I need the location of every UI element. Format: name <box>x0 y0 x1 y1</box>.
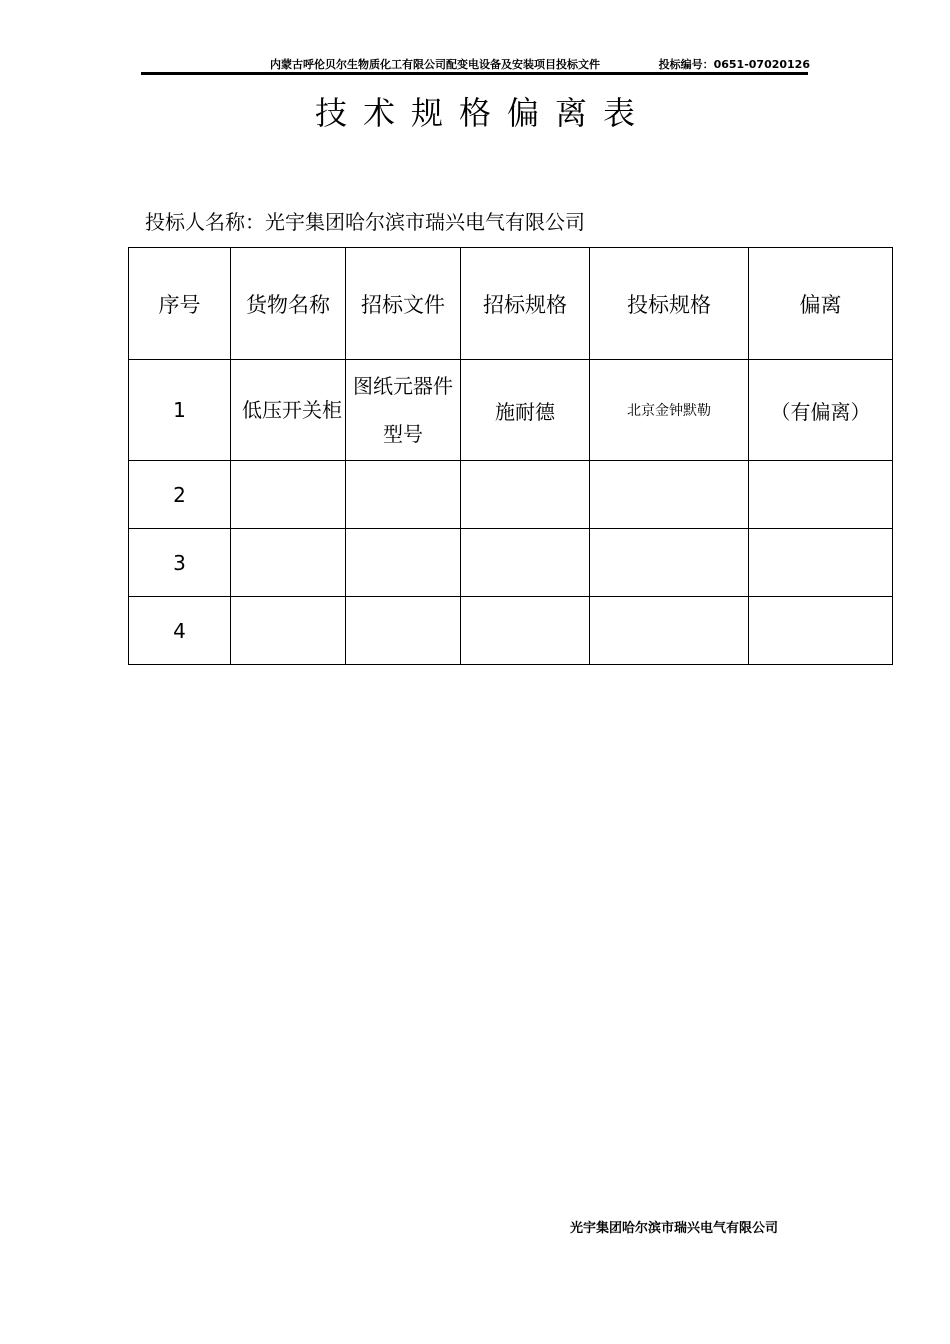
table-cell: 3 <box>129 529 231 597</box>
header-project-name: 内蒙古呼伦贝尔生物质化工有限公司配变电设备及安装项目投标文件 <box>270 58 600 71</box>
column-header-index: 序号 <box>129 248 231 360</box>
column-header-bid-spec: 投标规格 <box>590 248 749 360</box>
page-footer: 光宇集团哈尔滨市瑞兴电气有限公司 <box>570 1221 779 1236</box>
table-cell <box>346 461 461 529</box>
table-cell <box>346 529 461 597</box>
table-cell <box>749 461 893 529</box>
table-cell: 施耐德 <box>461 360 590 461</box>
table-cell <box>590 461 749 529</box>
bidder-name: 投标人名称：光宇集团哈尔滨市瑞兴电气有限公司 <box>145 210 585 234</box>
table-cell <box>590 529 749 597</box>
table-cell <box>231 597 346 665</box>
table-row <box>129 360 893 461</box>
table-cell <box>461 597 590 665</box>
table-row <box>129 461 893 529</box>
deviation-table <box>128 247 893 665</box>
table-cell: 低压开关柜 <box>231 360 346 461</box>
table-cell <box>346 597 461 665</box>
document-title: 技术规格偏离表 <box>314 94 651 132</box>
header-rule <box>141 72 808 75</box>
table-cell <box>461 529 590 597</box>
table-cell: 图纸元器件型号 <box>346 360 461 461</box>
table-cell <box>461 461 590 529</box>
table-cell <box>231 461 346 529</box>
table-row <box>129 529 893 597</box>
table-cell <box>749 597 893 665</box>
column-header-tender-spec: 招标规格 <box>461 248 590 360</box>
column-header-tender-document: 招标文件 <box>346 248 461 360</box>
header-bid-number: 投标编号：0651-07020126 <box>658 58 810 71</box>
table-cell <box>590 597 749 665</box>
table-row <box>129 597 893 665</box>
table-cell: 2 <box>129 461 231 529</box>
page-header <box>270 56 810 72</box>
table-cell <box>749 529 893 597</box>
table-cell: 4 <box>129 597 231 665</box>
column-header-deviation: 偏离 <box>749 248 893 360</box>
table-cell: 1 <box>129 360 231 461</box>
table-cell: 北京金钟默勒 <box>590 360 749 461</box>
table-cell: （有偏离） <box>749 360 893 461</box>
column-header-goods-name: 货物名称 <box>231 248 346 360</box>
table-header-row <box>129 248 893 360</box>
table-cell <box>231 529 346 597</box>
